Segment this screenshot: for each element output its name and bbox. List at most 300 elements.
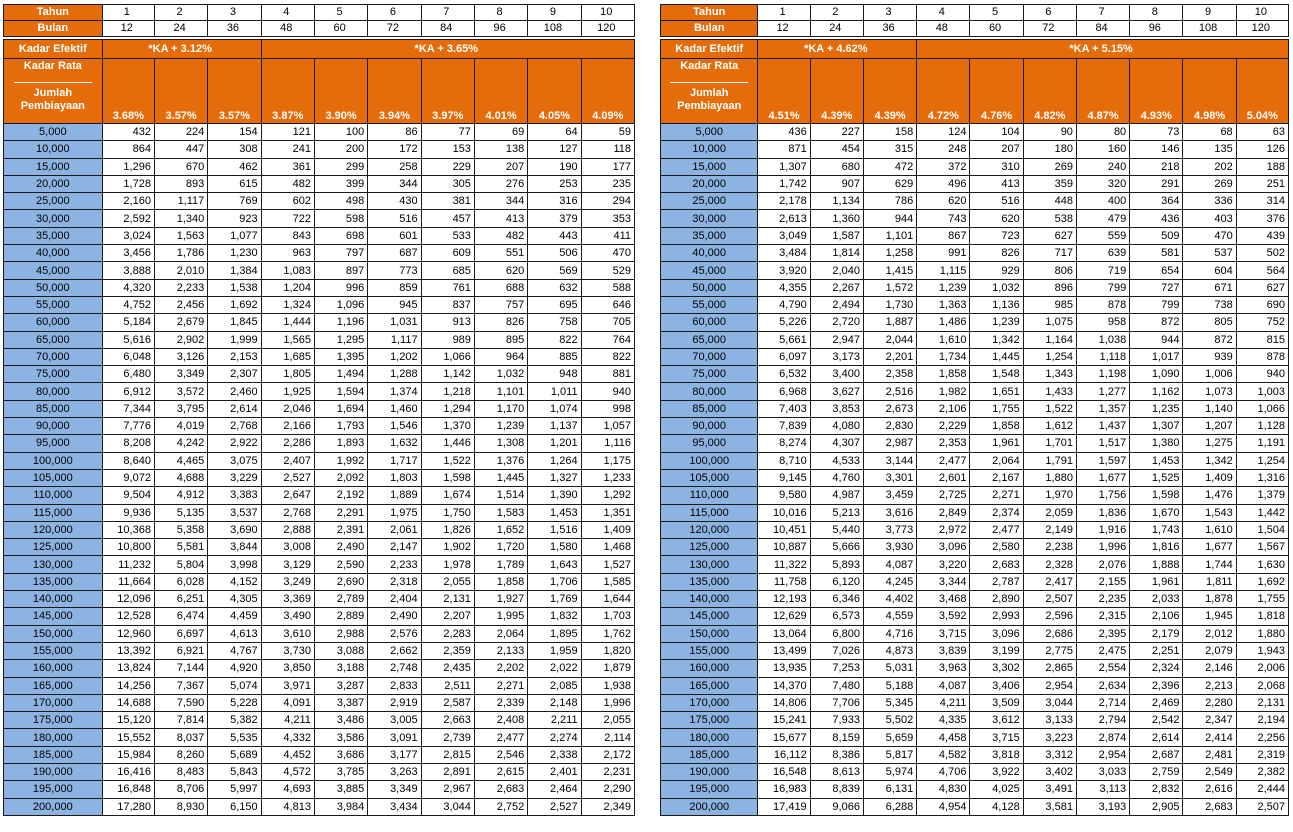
installment-cell: 5,893	[810, 556, 863, 573]
installment-cell: 381	[421, 193, 474, 210]
financing-amount-cell: 175,000	[4, 712, 103, 729]
installment-cell: 227	[810, 124, 863, 141]
installment-cell: 1,996	[581, 694, 634, 711]
table-row	[661, 798, 1289, 815]
installment-cell: 687	[368, 245, 421, 262]
installment-cell: 3,008	[261, 539, 314, 556]
installment-cell: 1,565	[261, 331, 314, 348]
installment-cell: 1,444	[261, 314, 314, 331]
installment-cell: 16,548	[758, 763, 810, 780]
installment-cell: 12,096	[102, 591, 154, 608]
installment-cell: 1,342	[970, 331, 1023, 348]
installment-cell: 1,730	[863, 296, 916, 313]
installment-cell: 2,662	[368, 642, 421, 659]
installment-cell: 1,572	[863, 279, 916, 296]
installment-cell: 1,803	[368, 469, 421, 486]
flat-rate-cell: 4.39%	[863, 59, 916, 124]
flat-rate-cell: 3.68%	[102, 59, 154, 124]
installment-cell: 3,715	[917, 625, 970, 642]
installment-cell: 2,456	[154, 296, 207, 313]
installment-cell: 2,178	[758, 193, 810, 210]
month-cell: 120	[581, 21, 634, 37]
installment-cell: 2,106	[917, 400, 970, 417]
installment-cell: 4,912	[154, 487, 207, 504]
table-row	[4, 539, 635, 556]
installment-cell: 2,507	[1236, 798, 1288, 815]
installment-cell: 2,408	[474, 712, 527, 729]
installment-cell: 5,226	[758, 314, 810, 331]
table-row	[4, 348, 635, 365]
installment-cell: 10,800	[102, 539, 154, 556]
installment-cell: 806	[1023, 262, 1076, 279]
installment-cell: 1,548	[970, 366, 1023, 383]
financing-amount-cell: 5,000	[4, 124, 103, 141]
installment-cell: 1,370	[421, 418, 474, 435]
installment-cell: 1,836	[1076, 504, 1129, 521]
installment-cell: 8,037	[154, 729, 207, 746]
installment-cell: 9,936	[102, 504, 154, 521]
installment-cell: 3,383	[208, 487, 261, 504]
flat-rate-row	[661, 59, 1289, 124]
table-row	[661, 608, 1289, 625]
installment-cell: 5,843	[208, 763, 261, 780]
installment-cell: 5,659	[863, 729, 916, 746]
installment-cell: 939	[1183, 348, 1236, 365]
table-row	[4, 314, 635, 331]
bulan-label: Bulan	[661, 21, 758, 37]
installment-cell: 815	[1236, 331, 1288, 348]
installment-cell: 7,933	[810, 712, 863, 729]
installment-cell: 3,129	[261, 556, 314, 573]
installment-cell: 443	[528, 227, 581, 244]
installment-cell: 447	[154, 141, 207, 158]
table-row	[661, 245, 1289, 262]
effective-rate-row	[4, 40, 635, 59]
installment-cell: 4,458	[917, 729, 970, 746]
financing-amount-cell: 105,000	[4, 469, 103, 486]
flat-rate-cell: 4.39%	[810, 59, 863, 124]
financing-amount-cell: 90,000	[4, 418, 103, 435]
installment-cell: 4,019	[154, 418, 207, 435]
installment-cell: 251	[1236, 175, 1288, 192]
installment-cell: 896	[1023, 279, 1076, 296]
month-cell: 12	[758, 21, 810, 37]
installment-cell: 1,880	[1236, 625, 1288, 642]
installment-cell: 2,179	[1130, 625, 1183, 642]
installment-cell: 1,610	[917, 331, 970, 348]
installment-cell: 3,484	[758, 245, 810, 262]
installment-cell: 4,920	[208, 660, 261, 677]
financing-amount-cell: 80,000	[661, 383, 758, 400]
installment-cell: 3,302	[970, 660, 1023, 677]
month-cell: 120	[1236, 21, 1288, 37]
installment-cell: 5,817	[863, 746, 916, 763]
installment-cell: 670	[154, 158, 207, 175]
table-row	[4, 746, 635, 763]
installment-cell: 7,144	[154, 660, 207, 677]
installment-cell: 1,975	[368, 504, 421, 521]
installment-cell: 2,211	[528, 712, 581, 729]
financing-amount-cell: 10,000	[4, 141, 103, 158]
installment-cell: 224	[154, 124, 207, 141]
installment-cell: 3,468	[917, 591, 970, 608]
installment-cell: 64	[528, 124, 581, 141]
installment-cell: 258	[368, 158, 421, 175]
installment-cell: 3,612	[970, 712, 1023, 729]
effective-rate-row	[661, 40, 1289, 59]
installment-cell: 551	[474, 245, 527, 262]
installment-cell: 69	[474, 124, 527, 141]
financing-amount-cell: 35,000	[4, 227, 103, 244]
installment-cell: 738	[1183, 296, 1236, 313]
month-cell: 36	[863, 21, 916, 37]
installment-cell: 698	[314, 227, 367, 244]
installment-cell: 627	[1236, 279, 1288, 296]
installment-cell: 6,097	[758, 348, 810, 365]
installment-cell: 1,073	[1183, 383, 1236, 400]
financing-amount-cell: 50,000	[4, 279, 103, 296]
installment-cell: 3,773	[863, 521, 916, 538]
financing-amount-cell: 90,000	[661, 418, 758, 435]
installment-cell: 2,280	[1183, 694, 1236, 711]
month-cell: 24	[810, 21, 863, 37]
installment-cell: 276	[474, 175, 527, 192]
financing-amount-cell: 25,000	[661, 193, 758, 210]
installment-cell: 1,692	[1236, 573, 1288, 590]
installment-cell: 16,416	[102, 763, 154, 780]
year-row	[661, 5, 1289, 21]
installment-cell: 1,597	[1076, 452, 1129, 469]
installment-cell: 2,614	[208, 400, 261, 417]
financing-amount-cell: 75,000	[661, 366, 758, 383]
installment-cell: 63	[1236, 124, 1288, 141]
installment-cell: 1,887	[863, 314, 916, 331]
installment-cell: 537	[1183, 245, 1236, 262]
installment-cell: 1,945	[1183, 608, 1236, 625]
financing-amount-cell: 50,000	[661, 279, 758, 296]
installment-cell: 3,456	[102, 245, 154, 262]
financing-amount-cell: 75,000	[4, 366, 103, 383]
installment-cell: 1,083	[261, 262, 314, 279]
installment-cell: 4,128	[970, 798, 1023, 815]
installment-cell: 124	[917, 124, 970, 141]
installment-cell: 773	[368, 262, 421, 279]
installment-cell: 4,459	[208, 608, 261, 625]
installment-cell: 1,585	[581, 573, 634, 590]
installment-cell: 1,003	[1236, 383, 1288, 400]
installment-cell: 837	[421, 296, 474, 313]
installment-cell: 2,507	[1023, 591, 1076, 608]
installment-cell: 1,409	[581, 521, 634, 538]
installment-cell: 154	[208, 124, 261, 141]
installment-cell: 913	[421, 314, 474, 331]
installment-cell: 3,686	[314, 746, 367, 763]
financing-amount-cell: 190,000	[661, 763, 758, 780]
year-cell: 10	[581, 5, 634, 21]
flat-rate-cell: 5.04%	[1236, 59, 1288, 124]
effective-rate-short: *KA + 3.12%	[102, 40, 261, 59]
table-row	[4, 677, 635, 694]
installment-cell: 299	[314, 158, 367, 175]
financing-amount-cell: 65,000	[4, 331, 103, 348]
installment-cell: 2,153	[208, 348, 261, 365]
financing-amount-cell: 195,000	[4, 781, 103, 798]
installment-cell: 2,010	[154, 262, 207, 279]
financing-amount-cell: 120,000	[661, 521, 758, 538]
installment-cell: 7,706	[810, 694, 863, 711]
installment-cell: 2,554	[1076, 660, 1129, 677]
installment-cell: 336	[1183, 193, 1236, 210]
installment-cell: 10,368	[102, 521, 154, 538]
installment-cell: 3,312	[1023, 746, 1076, 763]
installment-cell: 4,693	[261, 781, 314, 798]
installment-cell: 2,477	[474, 729, 527, 746]
installment-cell: 859	[368, 279, 421, 296]
installment-cell: 496	[917, 175, 970, 192]
table-row	[661, 175, 1289, 192]
installment-cell: 3,406	[970, 677, 1023, 694]
month-cell: 48	[917, 21, 970, 37]
installment-cell: 822	[581, 348, 634, 365]
installment-cell: 1,288	[368, 366, 421, 383]
financing-amount-cell: 175,000	[661, 712, 758, 729]
installment-cell: 6,968	[758, 383, 810, 400]
installment-cell: 2,477	[970, 521, 1023, 538]
installment-cell: 5,345	[863, 694, 916, 711]
financing-amount-cell: 150,000	[4, 625, 103, 642]
installment-cell: 1,006	[1183, 366, 1236, 383]
installment-cell: 7,367	[154, 677, 207, 694]
installment-cell: 1,750	[421, 504, 474, 521]
installment-cell: 2,283	[421, 625, 474, 642]
installment-cell: 2,967	[421, 781, 474, 798]
installment-cell: 2,146	[1183, 660, 1236, 677]
installment-cell: 9,072	[102, 469, 154, 486]
installment-cell: 2,353	[917, 435, 970, 452]
table-row	[4, 487, 635, 504]
year-cell: 7	[1076, 5, 1129, 21]
installment-cell: 9,504	[102, 487, 154, 504]
year-cell: 9	[528, 5, 581, 21]
installment-cell: 376	[1236, 210, 1288, 227]
installment-cell: 1,136	[970, 296, 1023, 313]
installment-cell: 1,791	[1023, 452, 1076, 469]
table-row	[661, 141, 1289, 158]
installment-cell: 1,170	[474, 400, 527, 417]
installment-cell: 2,464	[528, 781, 581, 798]
table-row	[4, 175, 635, 192]
financing-amount-cell: 110,000	[4, 487, 103, 504]
installment-cell: 2,414	[1183, 729, 1236, 746]
installment-cell: 202	[1183, 158, 1236, 175]
installment-cell: 1,476	[1183, 487, 1236, 504]
installment-cell: 2,059	[1023, 504, 1076, 521]
installment-cell: 1,191	[1236, 435, 1288, 452]
month-cell: 48	[261, 21, 314, 37]
financing-amount-cell: 20,000	[661, 175, 758, 192]
table-row	[661, 556, 1289, 573]
installment-cell: 1,204	[261, 279, 314, 296]
installment-cell: 3,049	[758, 227, 810, 244]
installment-cell: 11,232	[102, 556, 154, 573]
installment-cell: 3,818	[970, 746, 1023, 763]
installment-cell: 12,629	[758, 608, 810, 625]
flat-rate-cell: 4.09%	[581, 59, 634, 124]
installment-cell: 1,826	[421, 521, 474, 538]
installment-cell: 826	[474, 314, 527, 331]
installment-cell: 4,572	[261, 763, 314, 780]
installment-cell: 769	[208, 193, 261, 210]
installment-cell: 1,486	[917, 314, 970, 331]
installment-cell: 3,581	[1023, 798, 1076, 815]
installment-cell: 3,199	[970, 642, 1023, 659]
installment-cell: 1,959	[528, 642, 581, 659]
installment-cell: 2,076	[1076, 556, 1129, 573]
installment-cell: 1,516	[528, 521, 581, 538]
financing-amount-cell: 160,000	[4, 660, 103, 677]
installment-cell: 1,858	[970, 418, 1023, 435]
installment-cell: 3,193	[1076, 798, 1129, 815]
installment-cell: 743	[917, 210, 970, 227]
installment-cell: 2,231	[581, 763, 634, 780]
installment-cell: 14,370	[758, 677, 810, 694]
installment-cell: 757	[474, 296, 527, 313]
installment-cell: 3,220	[917, 556, 970, 573]
year-cell: 9	[1183, 5, 1236, 21]
installment-cell: 7,344	[102, 400, 154, 417]
installment-cell: 4,688	[154, 469, 207, 486]
installment-cell: 359	[1023, 175, 1076, 192]
installment-cell: 2,663	[421, 712, 474, 729]
installment-cell: 13,064	[758, 625, 810, 642]
installment-cell: 533	[421, 227, 474, 244]
installment-cell: 1,277	[1076, 383, 1129, 400]
installment-cell: 1,207	[1183, 418, 1236, 435]
installment-cell: 73	[1130, 124, 1183, 141]
installment-cell: 1,832	[528, 608, 581, 625]
installment-cell: 2,274	[528, 729, 581, 746]
installment-cell: 940	[581, 383, 634, 400]
table-row	[4, 262, 635, 279]
installment-cell: 400	[1076, 193, 1129, 210]
installment-cell: 1,538	[208, 279, 261, 296]
installment-cell: 11,322	[758, 556, 810, 573]
table-row	[661, 279, 1289, 296]
installment-cell: 11,664	[102, 573, 154, 590]
installment-cell: 3,592	[917, 608, 970, 625]
installment-cell: 2,318	[368, 573, 421, 590]
installment-cell: 620	[474, 262, 527, 279]
installment-cell: 9,580	[758, 487, 810, 504]
installment-cell: 2,787	[970, 573, 1023, 590]
financing-amount-cell: 85,000	[4, 400, 103, 417]
installment-cell: 6,150	[208, 798, 261, 815]
table-row	[661, 487, 1289, 504]
installment-cell: 958	[1076, 314, 1129, 331]
financing-amount-cell: 15,000	[661, 158, 758, 175]
installment-cell: 316	[528, 193, 581, 210]
financing-amount-cell: 170,000	[661, 694, 758, 711]
installment-cell: 2,407	[261, 452, 314, 469]
installment-cell: 6,912	[102, 383, 154, 400]
installment-cell: 1,115	[917, 262, 970, 279]
installment-cell: 2,905	[1130, 798, 1183, 815]
installment-cell: 1,978	[421, 556, 474, 573]
installment-cell: 4,987	[810, 487, 863, 504]
installment-cell: 2,789	[314, 591, 367, 608]
installment-cell: 1,011	[528, 383, 581, 400]
kadar-rata-header	[661, 59, 758, 124]
financing-amount-cell: 40,000	[4, 245, 103, 262]
installment-cell: 3,400	[810, 366, 863, 383]
installment-cell: 588	[581, 279, 634, 296]
installment-cell: 864	[102, 141, 154, 158]
installment-cell: 2,768	[261, 504, 314, 521]
installment-cell: 9,066	[810, 798, 863, 815]
installment-cell: 2,444	[1236, 781, 1288, 798]
installment-cell: 2,580	[970, 539, 1023, 556]
installment-cell: 1,630	[1236, 556, 1288, 573]
installment-cell: 188	[1236, 158, 1288, 175]
installment-cell: 2,166	[261, 418, 314, 435]
table-row	[4, 279, 635, 296]
installment-cell: 1,066	[1236, 400, 1288, 417]
installment-cell: 68	[1183, 124, 1236, 141]
table-row	[661, 400, 1289, 417]
installment-cell: 4,245	[863, 573, 916, 590]
effective-rate-long: *KA + 5.15%	[917, 40, 1289, 59]
table-row	[661, 124, 1289, 141]
month-cell: 60	[970, 21, 1023, 37]
table-row	[4, 400, 635, 417]
installment-cell: 885	[528, 348, 581, 365]
installment-cell: 2,590	[314, 556, 367, 573]
installment-cell: 1,437	[1076, 418, 1129, 435]
financing-amount-cell: 185,000	[4, 746, 103, 763]
financing-amount-cell: 45,000	[661, 262, 758, 279]
month-cell: 96	[474, 21, 527, 37]
installment-cell: 2,972	[917, 521, 970, 538]
installment-cell: 805	[1183, 314, 1236, 331]
installment-cell: 6,288	[863, 798, 916, 815]
installment-cell: 7,814	[154, 712, 207, 729]
installment-cell: 13,499	[758, 642, 810, 659]
installment-cell: 177	[581, 158, 634, 175]
header-divider	[14, 82, 92, 83]
installment-cell: 457	[421, 210, 474, 227]
installment-cell: 1,612	[1023, 418, 1076, 435]
installment-cell: 2,328	[1023, 556, 1076, 573]
installment-cell: 1,460	[368, 400, 421, 417]
table-row	[661, 227, 1289, 244]
installment-cell: 3,785	[314, 763, 367, 780]
installment-cell: 4,559	[863, 608, 916, 625]
installment-cell: 5,997	[208, 781, 261, 798]
installment-cell: 2,148	[528, 694, 581, 711]
installment-cell: 15,241	[758, 712, 810, 729]
installment-cell: 940	[1236, 366, 1288, 383]
installment-cell: 470	[581, 245, 634, 262]
installment-cell: 158	[863, 124, 916, 141]
installment-cell: 121	[261, 124, 314, 141]
installment-cell: 1,409	[1183, 469, 1236, 486]
year-cell: 4	[261, 5, 314, 21]
installment-cell: 361	[261, 158, 314, 175]
installment-cell: 2,271	[474, 677, 527, 694]
installment-cell: 436	[1130, 210, 1183, 227]
installment-cell: 1,677	[1076, 469, 1129, 486]
installment-cell: 104	[970, 124, 1023, 141]
